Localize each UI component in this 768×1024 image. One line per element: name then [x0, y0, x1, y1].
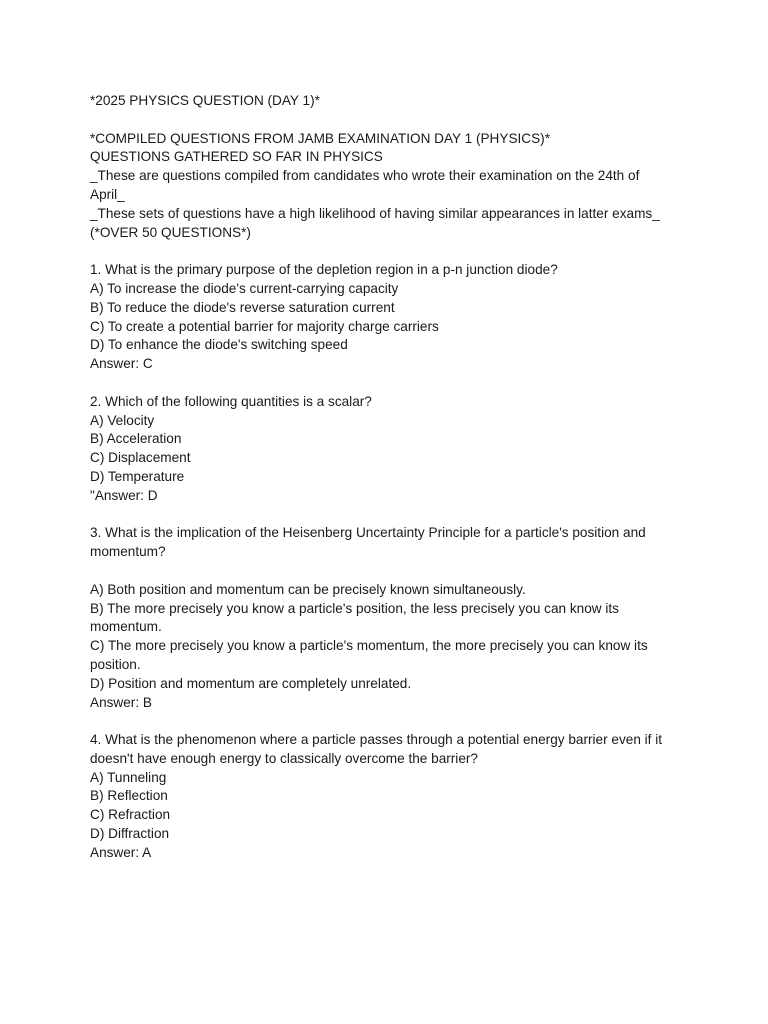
spacer	[90, 374, 688, 393]
spacer	[90, 506, 688, 525]
correct-answer: Answer: A	[90, 844, 152, 860]
answer-option: C) Displacement	[90, 450, 191, 466]
answer-option: D) Temperature	[90, 468, 185, 484]
spacer	[90, 712, 688, 731]
correct-answer: "Answer: D	[90, 487, 158, 503]
answer-option: A) Both position and momentum can be precisely known simultaneously.	[90, 581, 526, 597]
answer-option: C) Refraction	[90, 807, 171, 823]
answer-option-continued: momentum.	[90, 619, 162, 635]
question-text-continued: momentum?	[90, 544, 166, 560]
intro-likelihood-note: _These sets of questions have a high likelihood of having similar appearances in latter exams_	[90, 205, 660, 221]
intro-subheading: QUESTIONS GATHERED SO FAR IN PHYSICS	[90, 149, 383, 165]
answer-option: C) To create a potential barrier for majority charge carriers	[90, 318, 439, 334]
intro-note: _These are questions compiled from candidates who wrote their examination on the 24th of	[90, 168, 640, 184]
question-block	[90, 261, 688, 374]
question-text: 3. What is the implication of the Heisenberg Uncertainty Principle for a particle's position and	[90, 525, 646, 541]
answer-option: A) Tunneling	[90, 769, 167, 785]
correct-answer: Answer: C	[90, 356, 153, 372]
answer-option: D) To enhance the diode's switching speed	[90, 337, 348, 353]
question-block	[90, 393, 688, 506]
question-text: 4. What is the phenomenon where a particle passes through a potential energy barrier even if it	[90, 732, 663, 748]
question-text: 1. What is the primary purpose of the depletion region in a p-n junction diode?	[90, 262, 558, 278]
question-block	[90, 524, 688, 712]
intro-count: (*OVER 50 QUESTIONS*)	[90, 224, 251, 240]
answer-option: C) The more precisely you know a particle's momentum, the more precisely you can know its	[90, 638, 648, 654]
spacer	[90, 242, 688, 261]
answer-option: D) Position and momentum are completely unrelated.	[90, 675, 412, 691]
intro-section	[90, 130, 688, 243]
answer-option-continued: position.	[90, 656, 141, 672]
answer-option: B) To reduce the diode's reverse saturation current	[90, 299, 395, 315]
document-title: *2025 PHYSICS QUESTION (DAY 1)*	[90, 93, 320, 108]
question-text-continued: doesn't have enough energy to classically overcome the barrier?	[90, 750, 478, 766]
correct-answer: Answer: B	[90, 694, 152, 710]
question-text: 2. Which of the following quantities is a scalar?	[90, 393, 372, 409]
answer-option: D) Diffraction	[90, 826, 170, 842]
question-block	[90, 731, 688, 863]
spacer	[90, 562, 688, 581]
spacer	[90, 111, 688, 130]
answer-option: A) Velocity	[90, 412, 155, 428]
intro-note-continued: April_	[90, 186, 125, 202]
answer-option: A) To increase the diode's current-carrying capacity	[90, 280, 399, 296]
answer-option: B) Acceleration	[90, 431, 182, 447]
intro-heading: *COMPILED QUESTIONS FROM JAMB EXAMINATION DAY 1 (PHYSICS)*	[90, 130, 550, 146]
answer-option: B) The more precisely you know a particle's position, the less precisely you can know its	[90, 600, 619, 616]
answer-option: B) Reflection	[90, 788, 168, 804]
